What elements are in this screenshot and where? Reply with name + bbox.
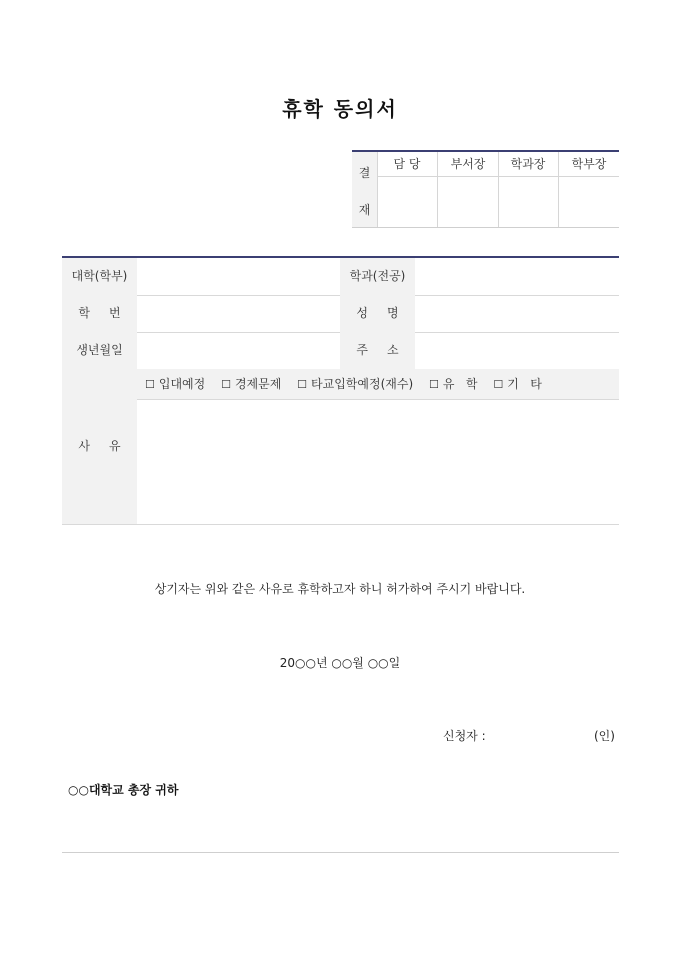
- reason-detail-field[interactable]: [137, 400, 619, 524]
- approval-header: 학부장: [559, 152, 619, 177]
- checkbox-icon: ☐: [297, 378, 308, 391]
- dept-label: 학과(전공): [340, 258, 415, 295]
- approval-side-top: 결: [358, 166, 371, 180]
- document-title: 휴학 동의서: [282, 97, 398, 121]
- table-row: [62, 295, 619, 333]
- reason-options: [137, 369, 619, 400]
- table-row: [62, 258, 619, 296]
- table-row: [62, 369, 619, 525]
- approval-col-chair: [498, 152, 559, 227]
- checkbox-icon: ☐: [428, 378, 439, 391]
- bottom-divider: [62, 852, 619, 853]
- reason-option-study-abroad[interactable]: ☐ 유 학: [429, 369, 478, 400]
- birth-field[interactable]: [137, 332, 340, 369]
- address-label: 주 소: [340, 332, 415, 369]
- college-label: 대학(학부): [62, 258, 137, 295]
- name-field[interactable]: [415, 295, 619, 332]
- seal-label: (인): [594, 729, 615, 743]
- reason-option-financial[interactable]: ☐ 경제문제: [221, 369, 281, 400]
- checkbox-icon: ☐: [493, 378, 504, 391]
- info-table: [62, 256, 619, 453]
- reason-option-enlistment[interactable]: ☐ 입대예정: [145, 369, 205, 400]
- recipient-line: ○○대학교 총장 귀하: [68, 783, 179, 797]
- checkbox-icon: ☐: [145, 378, 155, 391]
- approval-side-bottom: 재: [358, 203, 371, 217]
- birth-label: 생년월일: [62, 332, 137, 369]
- approval-col-staff: [377, 152, 438, 227]
- dept-field[interactable]: [415, 258, 619, 295]
- college-field[interactable]: [137, 258, 340, 295]
- reason-label: 사 유: [62, 369, 137, 524]
- reason-option-transfer[interactable]: ☐ 타교입학예정(재수): [297, 369, 413, 400]
- student-id-label: 학 번: [62, 295, 137, 332]
- name-label: 성 명: [340, 295, 415, 332]
- table-row: [62, 332, 619, 370]
- student-id-field[interactable]: [137, 295, 340, 332]
- approval-side-label: [352, 152, 378, 227]
- approval-header: 부서장: [438, 152, 498, 177]
- date-line: 20○○년 ○○월 ○○일: [279, 656, 401, 670]
- request-statement: 상기자는 위와 같은 사유로 휴학하고자 하니 허가하여 주시기 바랍니다.: [154, 582, 526, 596]
- address-field[interactable]: [415, 332, 619, 369]
- checkbox-icon: ☐: [221, 378, 231, 391]
- approval-box: [352, 150, 619, 228]
- applicant-label: 신청자 :: [443, 729, 486, 743]
- reason-option-other[interactable]: ☐ 기 타: [493, 369, 542, 400]
- approval-header: 학과장: [498, 152, 558, 177]
- approval-col-dept-head: [438, 152, 499, 227]
- approval-header: 담 당: [377, 152, 437, 177]
- approval-col-dean: [559, 152, 619, 227]
